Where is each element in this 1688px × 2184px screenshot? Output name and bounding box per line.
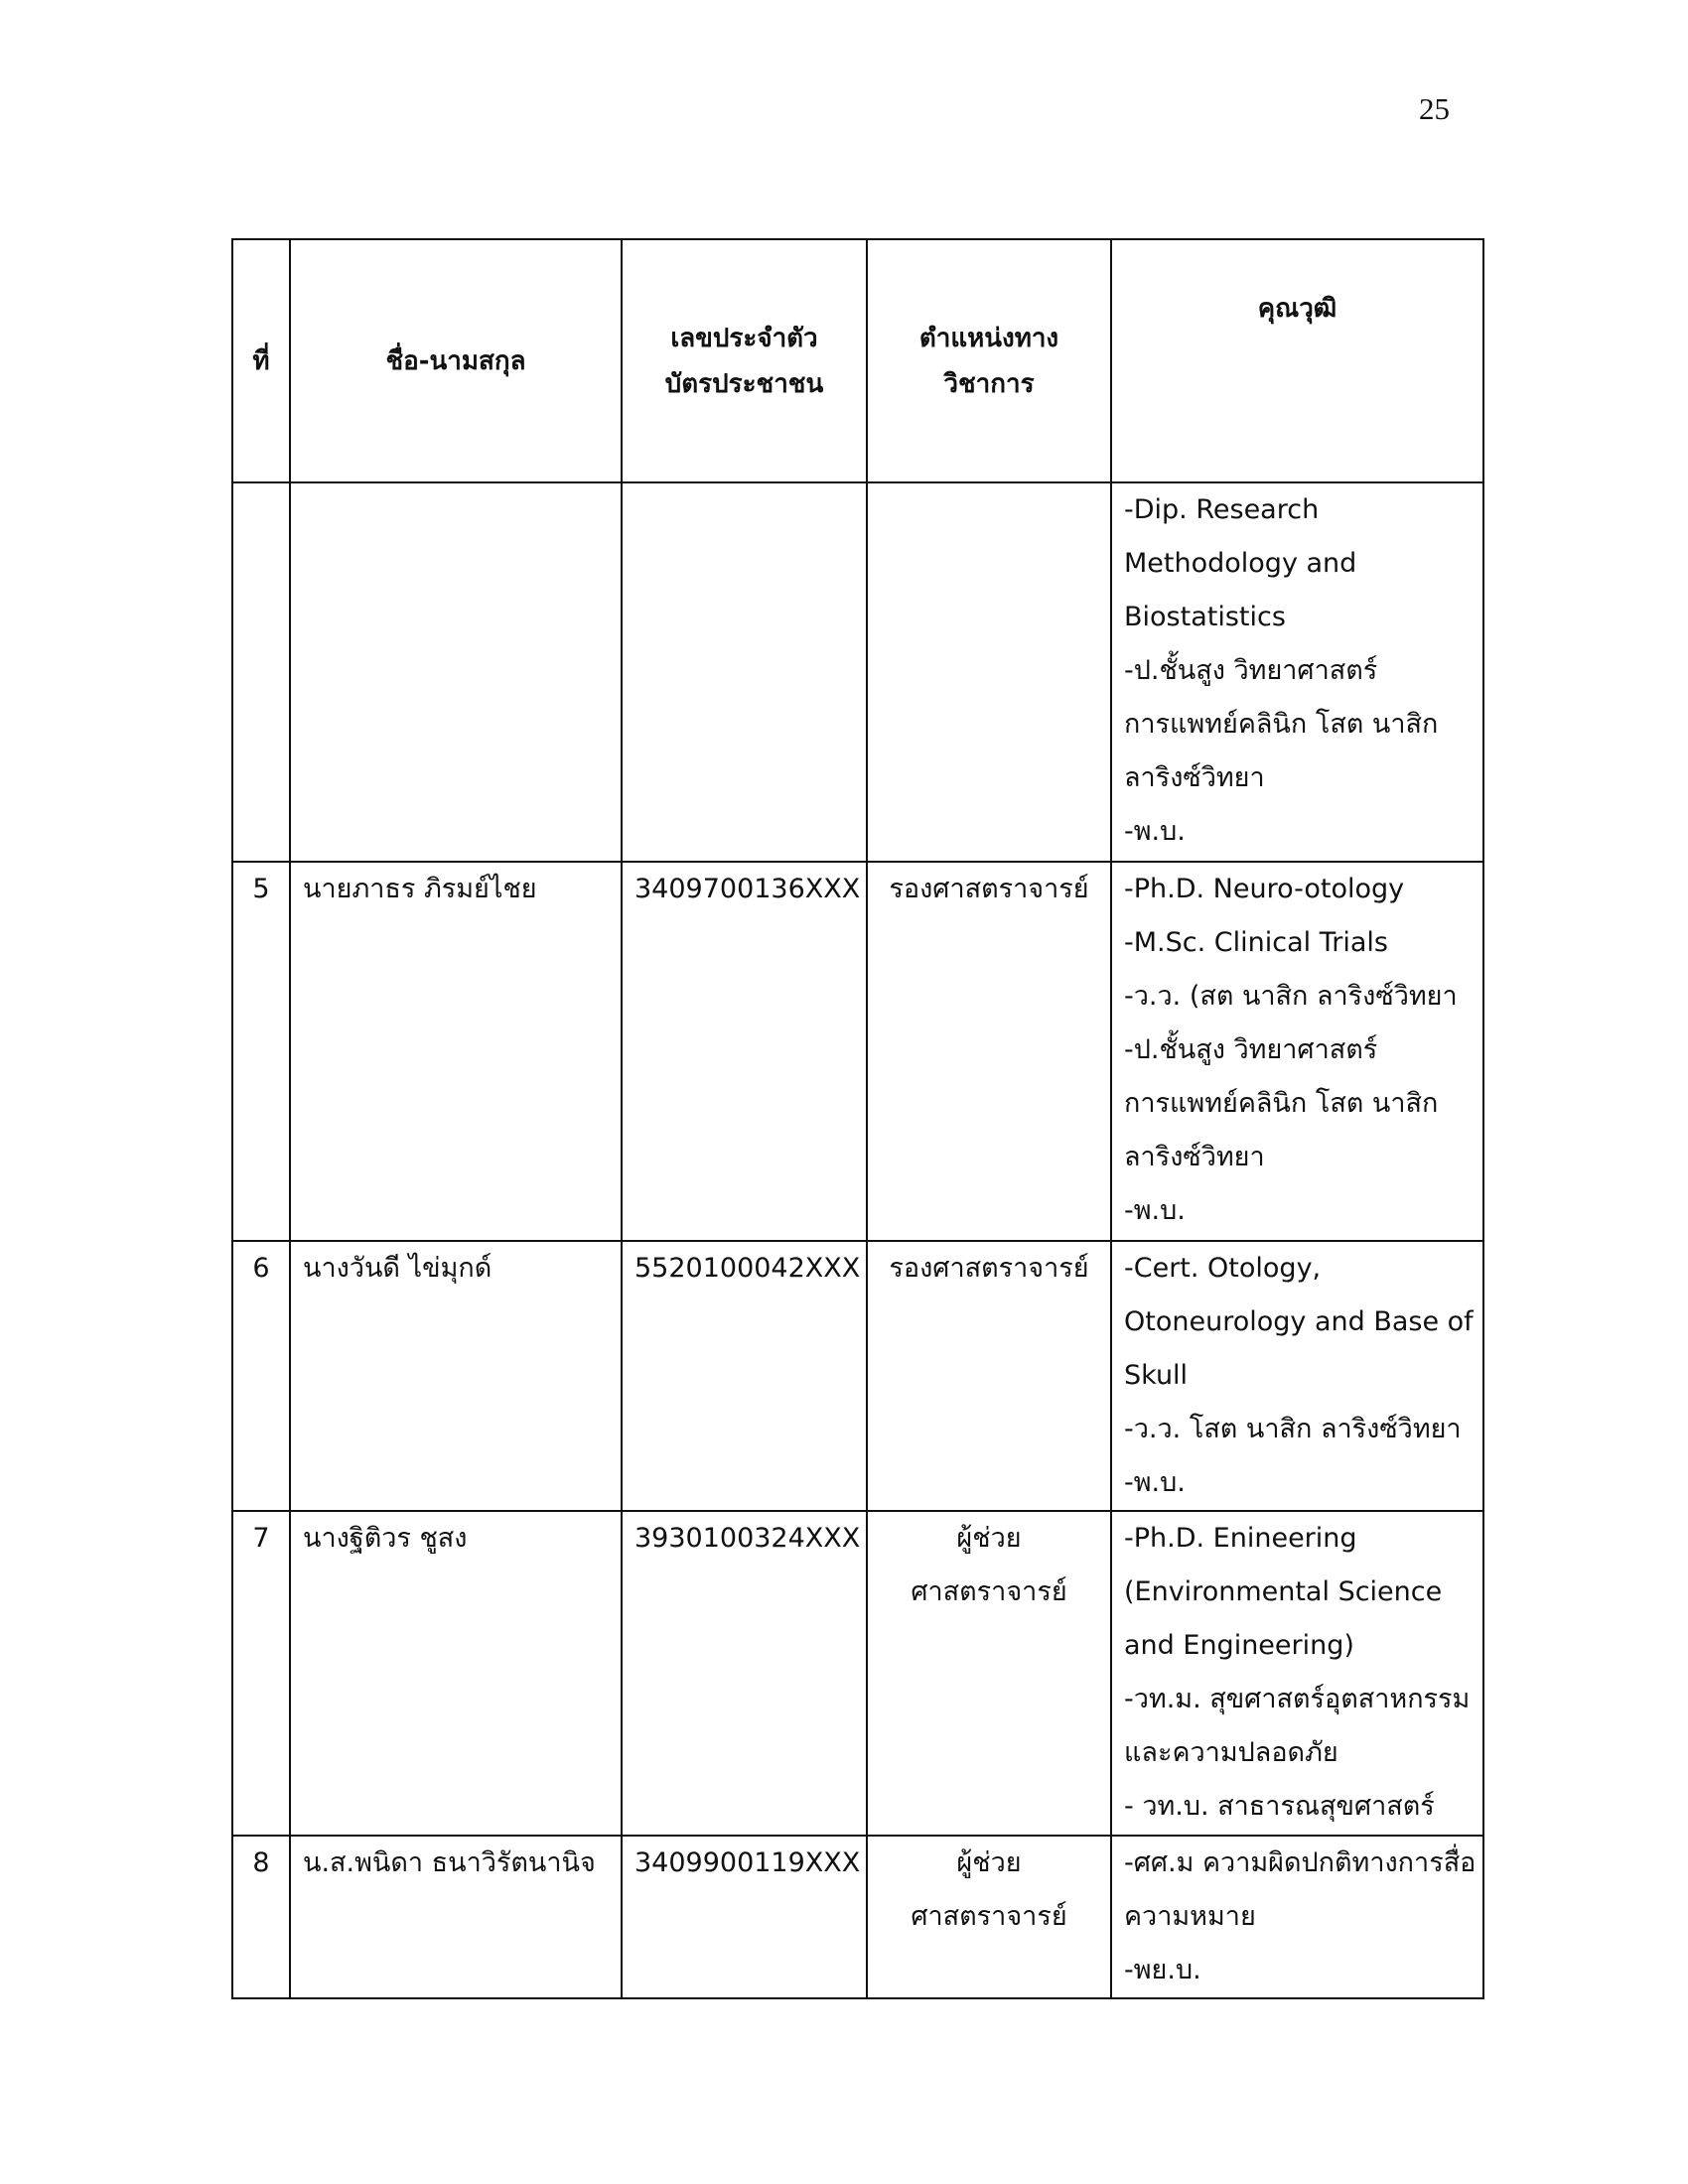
- qualification-line: -ศศ.ม ความผิดปกติทางการสื่อ: [1124, 1847, 1477, 1878]
- qualification-line: -ว.ว. โสต นาสิก ลาริงซ์วิทยา: [1124, 1414, 1462, 1444]
- qualification-line: Biostatistics: [1124, 602, 1286, 632]
- cell-id-card: [622, 482, 867, 862]
- qualification-line: - วท.บ. สาธารณสุขศาสตร์: [1124, 1791, 1435, 1822]
- qualification-line: Methodology and: [1124, 548, 1357, 579]
- qualification-line: -Ph.D. Enineering: [1124, 1523, 1357, 1554]
- qualification-line: ความหมาย: [1124, 1901, 1256, 1932]
- table-row: [232, 1241, 1483, 1511]
- header-qualifications: คุณวุฒิ: [1111, 239, 1483, 482]
- header-no: ที่: [232, 239, 290, 482]
- cell-id-card: 3409700136XXX: [622, 862, 867, 1241]
- cell-qualifications: [1111, 862, 1483, 1241]
- cell-position: ผู้ช่วยศาสตราจารย์: [867, 1836, 1111, 1998]
- qualification-line: -ป.ชั้นสูง วิทยาศาสตร์: [1124, 1034, 1378, 1065]
- cell-position: รองศาสตราจารย์: [867, 1241, 1111, 1511]
- cell-no: [232, 482, 290, 862]
- header-position: ตำแหน่งทางวิชาการ: [867, 239, 1111, 482]
- qualification-line: -พย.บ.: [1124, 1955, 1201, 1985]
- qualification-line: -วท.ม. สุขศาสตร์อุตสาหกรรม: [1124, 1684, 1471, 1714]
- cell-no: 6: [232, 1241, 290, 1511]
- table-row: [232, 482, 1483, 862]
- table-row: [232, 1836, 1483, 1998]
- cell-qualifications: [1111, 1241, 1483, 1511]
- qualification-line: -ว.ว. (สต นาสิก ลาริงซ์วิทยา: [1124, 981, 1458, 1012]
- qualification-line: -ป.ชั้นสูง วิทยาศาสตร์: [1124, 655, 1378, 686]
- qualification-line: -Ph.D. Neuro-otology: [1124, 874, 1405, 904]
- qualification-line: -พ.บ.: [1124, 1195, 1186, 1226]
- cell-position: รองศาสตราจารย์: [867, 862, 1111, 1241]
- cell-id-card: 3409900119XXX: [622, 1836, 867, 1998]
- cell-position: [867, 482, 1111, 862]
- header-name: ชื่อ-นามสกุล: [290, 239, 622, 482]
- cell-position: ผู้ช่วยศาสตราจารย์: [867, 1511, 1111, 1836]
- header-id-card: [622, 239, 867, 482]
- table-body: [232, 482, 1483, 1998]
- qualification-line: Skull: [1124, 1360, 1189, 1391]
- qualification-line: and Engineering): [1124, 1630, 1354, 1661]
- qualification-line: ลาริงซ์วิทยา: [1124, 762, 1265, 793]
- cell-name: [290, 482, 622, 862]
- qualification-line: การแพทย์คลินิก โสต นาสิก: [1124, 709, 1439, 740]
- cell-no: 5: [232, 862, 290, 1241]
- qualification-line: การแพทย์คลินิก โสต นาสิก: [1124, 1088, 1439, 1119]
- staff-qualifications-table: [231, 238, 1484, 1999]
- table-row: [232, 862, 1483, 1241]
- table-header-row: [232, 239, 1483, 482]
- cell-qualifications: [1111, 1836, 1483, 1998]
- cell-name: นางฐิติวร ชูสง: [290, 1511, 622, 1836]
- cell-name: นายภาธร ภิรมย์ไชย: [290, 862, 622, 1241]
- qualification-line: -พ.บ.: [1124, 1467, 1186, 1498]
- cell-no: 8: [232, 1836, 290, 1998]
- qualification-line: (Environmental Science: [1124, 1576, 1443, 1607]
- page-number: 25: [1419, 91, 1450, 126]
- cell-id-card: 3930100324XXX: [622, 1511, 867, 1836]
- qualification-line: ลาริงซ์วิทยา: [1124, 1142, 1265, 1172]
- qualification-line: -Dip. Research: [1124, 494, 1320, 525]
- cell-qualifications: [1111, 482, 1483, 862]
- qualification-line: -M.Sc. Clinical Trials: [1124, 927, 1388, 958]
- qualification-line: -Cert. Otology,: [1124, 1253, 1322, 1284]
- qualification-line: และความปลอดภัย: [1124, 1737, 1338, 1768]
- qualification-line: Otoneurology and Base of: [1124, 1306, 1474, 1337]
- header-id-card-label: เลขประจำตัวบัตรประชาชน: [664, 323, 824, 399]
- cell-name: นางวันดี ไข่มุกด์: [290, 1241, 622, 1511]
- qualification-line: -พ.บ.: [1124, 816, 1186, 847]
- cell-no: 7: [232, 1511, 290, 1836]
- table-row: [232, 1511, 1483, 1836]
- cell-id-card: 5520100042XXX: [622, 1241, 867, 1511]
- cell-name: น.ส.พนิดา ธนาวิรัตนานิจ: [290, 1836, 622, 1998]
- cell-qualifications: [1111, 1511, 1483, 1836]
